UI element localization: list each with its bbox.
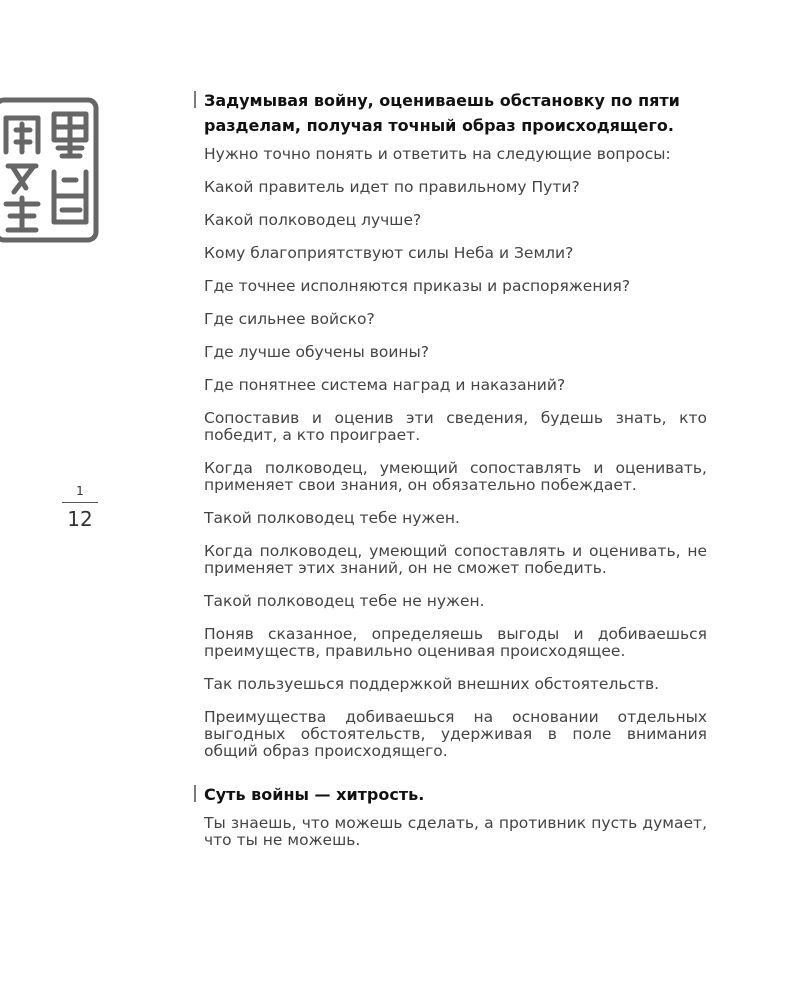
paragraph: Какой полководец лучше? [204, 211, 422, 229]
paragraph: Кому благоприятствуют силы Неба и Земли? [204, 244, 574, 262]
page-folio [58, 484, 102, 530]
paragraph: Где лучше обучены воины? [204, 343, 430, 361]
seal-stamp-image [0, 96, 102, 244]
paragraph: Когда полководец, умеющий сопоставлять и оценивать, не применяет этих знаний, он не сможет победить. [204, 542, 707, 577]
section-heading [204, 88, 707, 138]
folio-divider [62, 502, 98, 503]
paragraph: Нужно точно понять и ответить на следующие вопросы: [204, 145, 671, 163]
paragraph: Так пользуешься поддержкой внешних обстоятельств. [204, 675, 660, 693]
paragraph: Где сильнее войско? [204, 310, 375, 328]
paragraph: Поняв сказанное, определяешь выгоды и добиваешься преимуществ, правильно оценивая происходящее. [204, 625, 707, 660]
paragraph: Такой полководец тебе нужен. [204, 509, 460, 527]
paragraph: Такой полководец тебе не нужен. [204, 592, 485, 610]
section-heading-text: Суть войны — хитрость. [204, 785, 425, 804]
paragraph: Сопоставив и оценив эти сведения, будешь знать, кто победит, а кто проиграет. [204, 409, 707, 444]
section-heading [204, 782, 707, 807]
heading-marker [194, 785, 196, 802]
chapter-number: 1 [76, 484, 84, 498]
paragraph: Ты знаешь, что можешь сделать, а противник пусть думает, что ты не можешь. [204, 814, 707, 849]
text-column [204, 88, 707, 865]
heading-marker [194, 91, 196, 108]
paragraph: Где понятнее система наград и наказаний? [204, 376, 566, 394]
paragraph: Где точнее исполняются приказы и распоряжения? [204, 277, 631, 295]
paragraph: Когда полководец, умеющий сопоставлять и оценивать, применяет свои знания, он обязательно побеждает. [204, 459, 707, 494]
paragraph: Преимущества добиваешься на основании отдельных выгодных обстоятельств, удерживая в поле внимания общий образ происходящего. [204, 708, 707, 760]
paragraph: Какой правитель идет по правильному Пути? [204, 178, 580, 196]
page-number: 12 [67, 507, 93, 531]
section-heading-text: Задумывая войну, оцениваешь обстановку по пяти разделам, получая точный образ происходящего. [204, 91, 680, 135]
